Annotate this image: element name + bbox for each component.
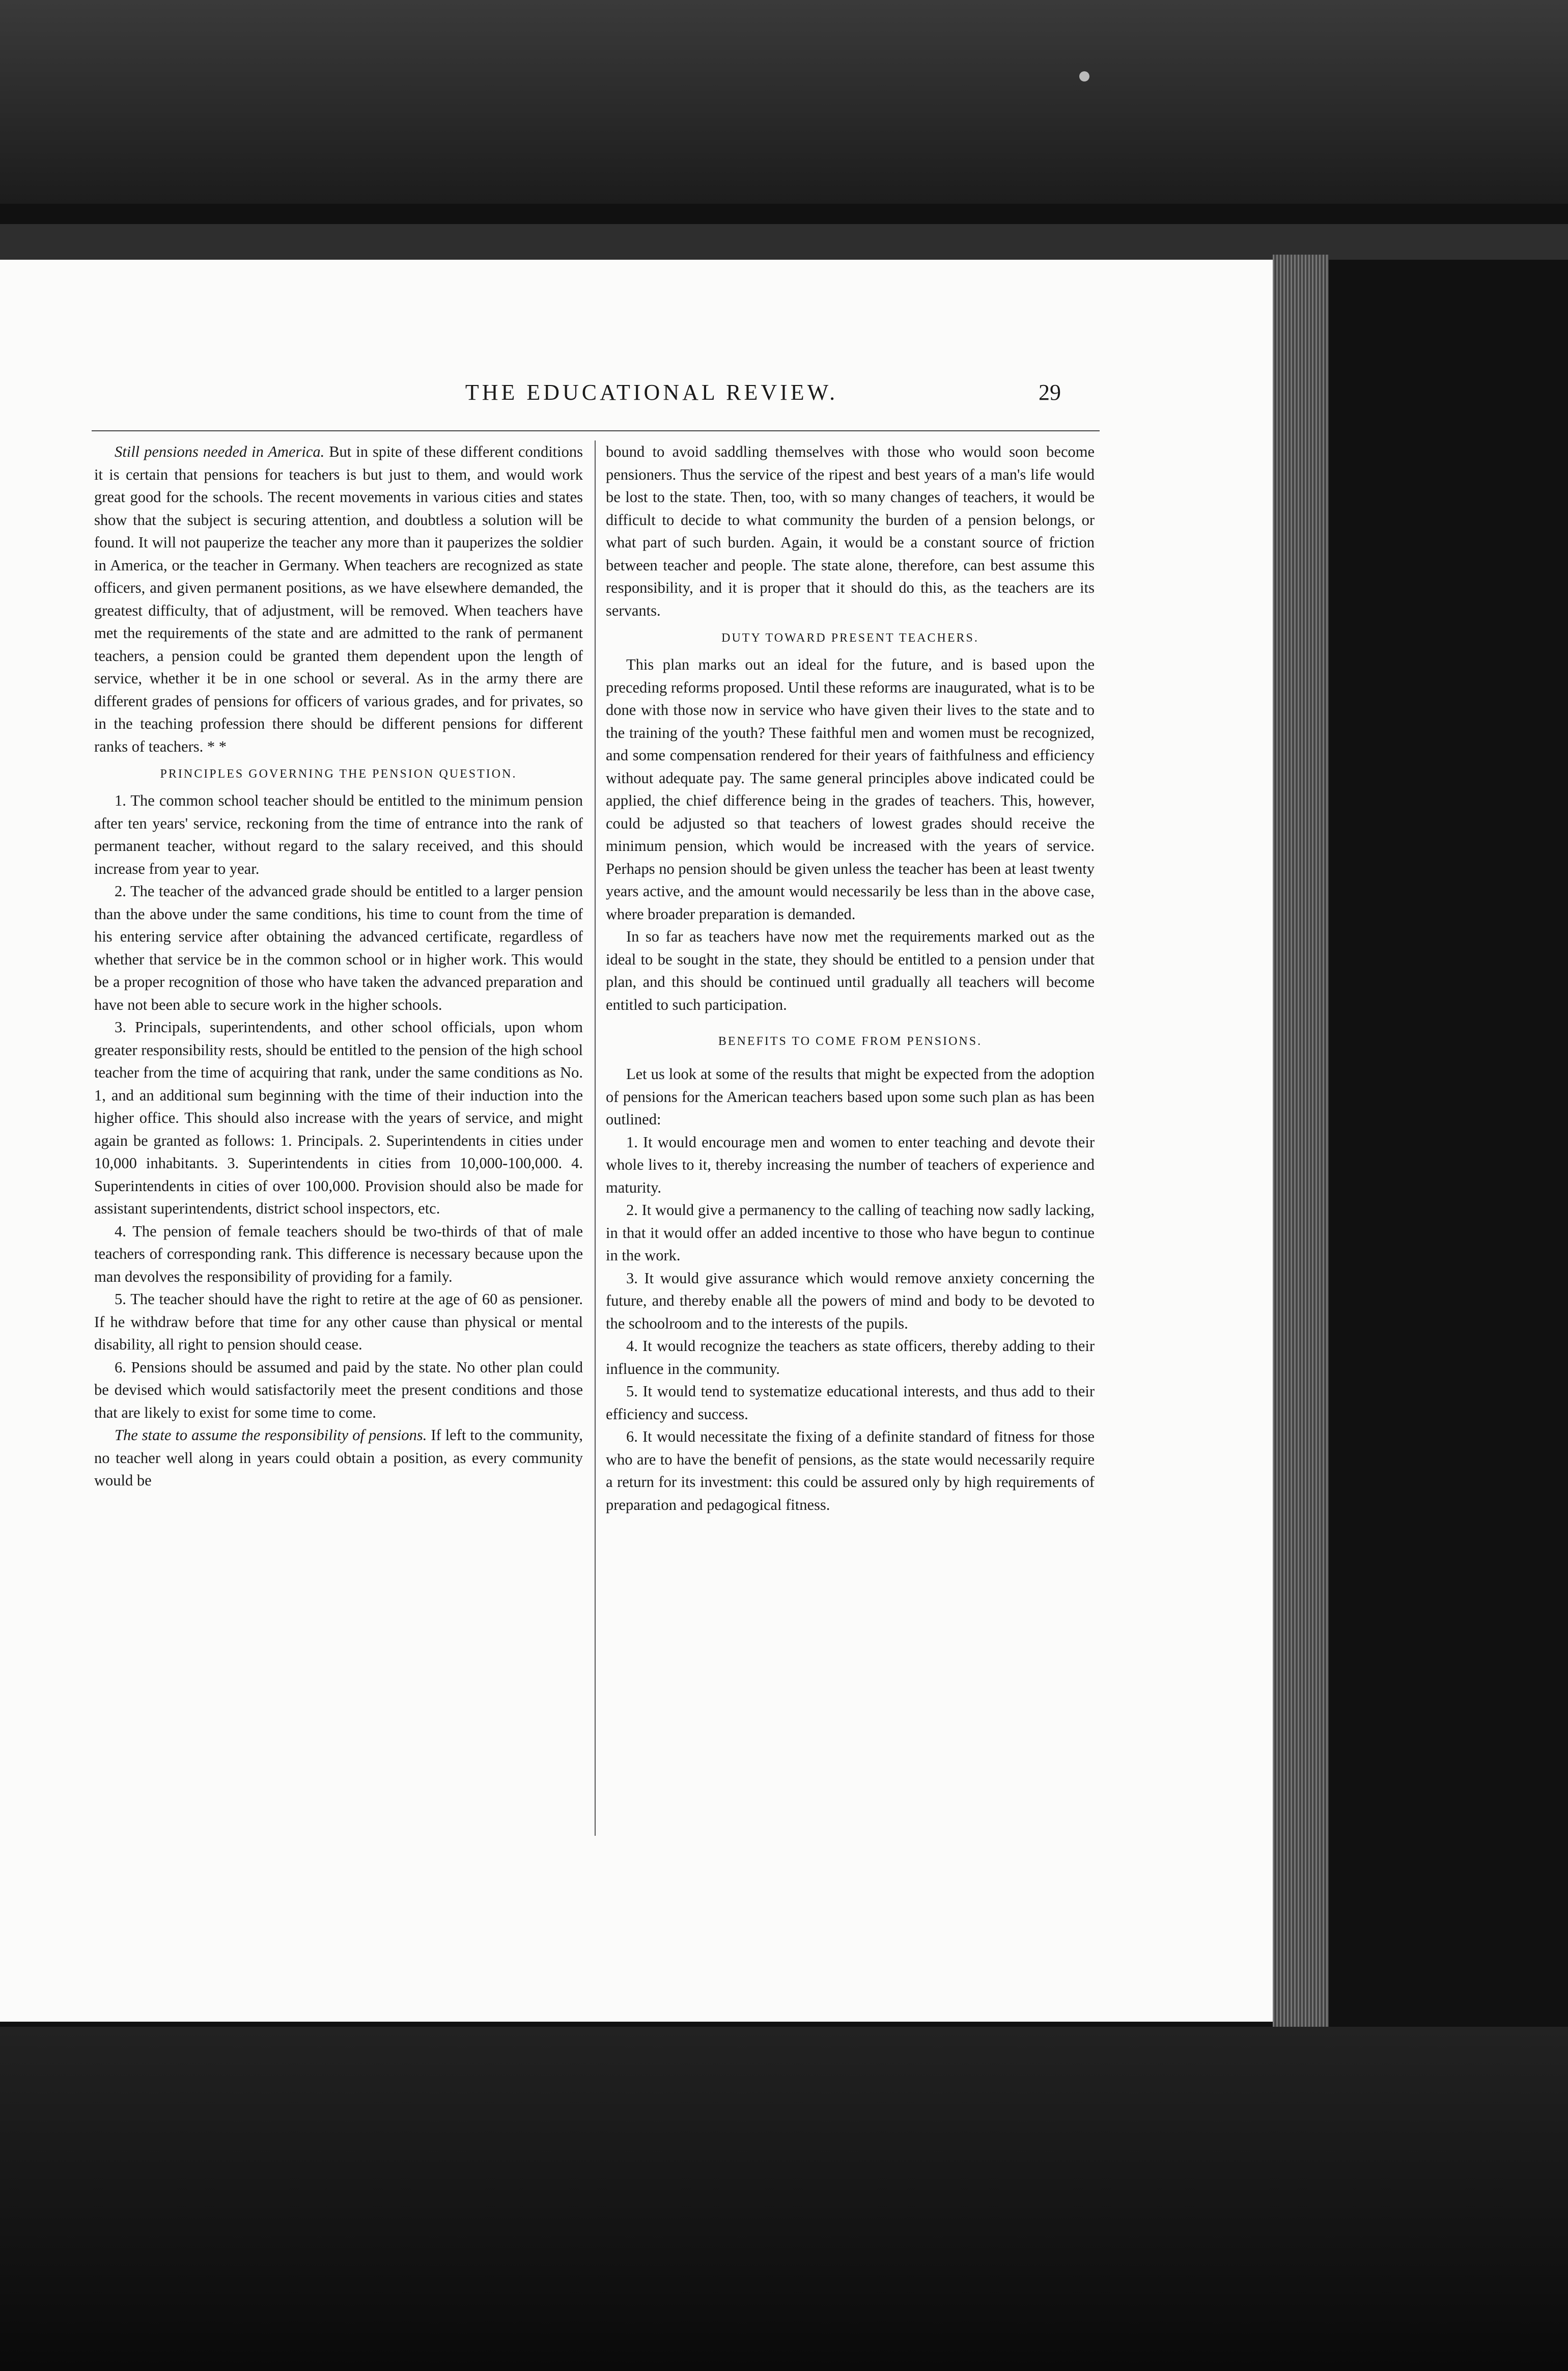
duty-paragraph-2: In so far as teachers have now met the requirements marked out as the ideal to be sought in the state, they should be entitled to a pension under that plan, and this should be continued until gradually all teachers will become entitled to such participation. xyxy=(606,928,1095,1013)
benefit-3: 3. It would give assurance which would remove anxiety concerning the future, and thereby enable all the powers of mind and body to be devoted to the schoolroom and to the interests of the pupils. xyxy=(606,1269,1095,1332)
page-number: 29 xyxy=(1039,380,1061,405)
intro-italic-lead: Still pensions needed in America. xyxy=(115,443,325,460)
dust-speck xyxy=(1079,71,1089,81)
right-column xyxy=(606,440,1095,1516)
section-heading-principles: PRINCIPLES GOVERNING THE PENSION QUESTION. xyxy=(160,767,517,781)
section-heading-duty: DUTY TOWARD PRESENT TEACHERS. xyxy=(721,631,979,645)
duty-paragraph-1: This plan marks out an ideal for the future, and is based upon the preceding reforms proposed. Until these reforms are inaugurated, what is to be done with those now in service who have given their lives to the state and to the training of the youth? These faithful men and women must be recognized, and some compensation rendered for their years of faithfulness and efficiency without adequate pay. The same general principles above indicated could be applied, the chief difference being in the grades of teachers. This, however, could be adjusted so that teachers of lowest grades should receive the minimum pension, which would be increased with the years of service. Perhaps no pension should be given unless the teacher has been at least twenty years active, and the amount would necessarily be less than in the above case, where broader preparation is demanded. xyxy=(606,656,1095,923)
benefit-6: 6. It would necessitate the fixing of a definite standard of fitness for those who are to have the benefit of pensions, as the state would necessarily require a return for its investment: this could be assured only by high requirements of preparation and pedagogical fitness. xyxy=(606,1428,1095,1513)
state-italic-lead: The state to assume the responsibility of pensions. xyxy=(115,1426,427,1444)
state-paragraph xyxy=(94,1424,583,1492)
running-head xyxy=(0,379,1273,410)
principle-3: 3. Principals, superintendents, and other school officials, upon whom greater responsibility rests, should be entitled to the pension of the high school teacher from the time of acquiring that rank, under the same conditions as No. 1, and an additional sum beginning with the time of their induction into the higher office. This should also increase with the years of service, and might again be granted as follows: 1. Principals. 2. Superintendents in cities under 10,000 inhabitants. 3. Superintendents in cities from 10,000-100,000. 4. Superintendents in cities of over 100,000. Provision should also be made for assistant superintendents, district school inspectors, etc. xyxy=(94,1018,583,1217)
journal-title: THE EDUCATIONAL REVIEW. xyxy=(465,380,838,405)
scanned-page xyxy=(0,260,1273,2022)
column-divider xyxy=(595,440,596,1836)
principle-1: 1. The common school teacher should be entitled to the minimum pension after ten years' service, reckoning from the time of entrance into the rank of permanent teacher, without regard to the salary received, and this should increase from year to year. xyxy=(94,792,583,877)
principle-6: 6. Pensions should be assumed and paid by the state. No other plan could be devised which would satisfactorily meet the present conditions and those that are likely to exist for some time to come. xyxy=(94,1358,583,1421)
benefit-1: 1. It would encourage men and women to enter teaching and devote their whole lives to it, thereby increasing the number of teachers of experience and maturity. xyxy=(606,1133,1095,1196)
photo-background-bottom xyxy=(0,2027,1568,2371)
benefit-4: 4. It would recognize the teachers as state officers, thereby adding to their influence in the community. xyxy=(606,1337,1095,1377)
photo-frame-band xyxy=(0,224,1568,260)
state-text: If left to the community, no teacher well along in years could obtain a position, as every community would be xyxy=(94,1426,583,1489)
intro-text: But in spite of these different conditions it is certain that pensions for teachers is but just to them, and would work great good for the schools. The recent movements in various cities and states show that the subject is securing attention, and doubtless a solution will be found. It will not pauperize the teacher any more than it pauperizes the soldier in America, or the teacher in Germany. When teachers are recognized as state officers, and given permanent positions, as we have elsewhere demanded, the greatest difficulty, that of adjustment, will be removed. When teachers have met the requirements of the state and are admitted to the rank of permanent teachers, a pension could be granted them dependent upon the length of service, whether it be in one school or several. As in the army there are different grades of pensions for officers of various grades, and for privates, so in the teaching profession there should be different pensions for different ranks of teachers. * * xyxy=(94,443,583,755)
book-page-edges xyxy=(1273,255,1329,2037)
principle-2: 2. The teacher of the advanced grade should be entitled to a larger pension than the above under the same conditions, his time to count from the time of his entering service after obtaining the advanced certificate, regardless of whether that service be in the common school or in higher work. This would be a proper recognition of those who have taken the advanced preparation and have not been able to secure work in the higher schools. xyxy=(94,883,583,1013)
benefit-2: 2. It would give a permanency to the calling of teaching now sadly lacking, in that it would offer an added incentive to those who have begun to continue in the work. xyxy=(606,1201,1095,1264)
principle-5: 5. The teacher should have the right to retire at the age of 60 as pensioner. If he withdraw before that time for any other cause than physical or mental disability, all right to pension should cease. xyxy=(94,1290,583,1353)
intro-paragraph xyxy=(94,440,583,758)
section-heading-benefits: BENEFITS TO COME FROM PENSIONS. xyxy=(718,1035,983,1048)
principle-4: 4. The pension of female teachers should be two-thirds of that of male teachers of corresponding rank. This difference is necessary because upon the man devolves the responsibility of providing for a family. xyxy=(94,1222,583,1285)
photo-background-top xyxy=(0,0,1568,204)
left-column xyxy=(94,440,583,1492)
benefit-5: 5. It would tend to systematize educational interests, and thus add to their efficiency and success. xyxy=(606,1383,1095,1423)
benefits-intro: Let us look at some of the results that might be expected from the adoption of pensions for the American teachers based upon some such plan as has been outlined: xyxy=(606,1065,1095,1128)
continuation-paragraph: bound to avoid saddling themselves with those who would soon become pensioners. Thus the service of the ripest and best years of a man's life would be lost to the state. Then, too, with so many changes of teachers, it would be difficult to decide to what community the burden of a pension belongs, or what part of such burden. Again, it would be a constant source of friction between teacher and people. The state alone, therefore, can best assume this responsibility, and it is proper that it should do this, as the teachers are its servants. xyxy=(606,443,1095,619)
header-rule xyxy=(92,430,1100,431)
